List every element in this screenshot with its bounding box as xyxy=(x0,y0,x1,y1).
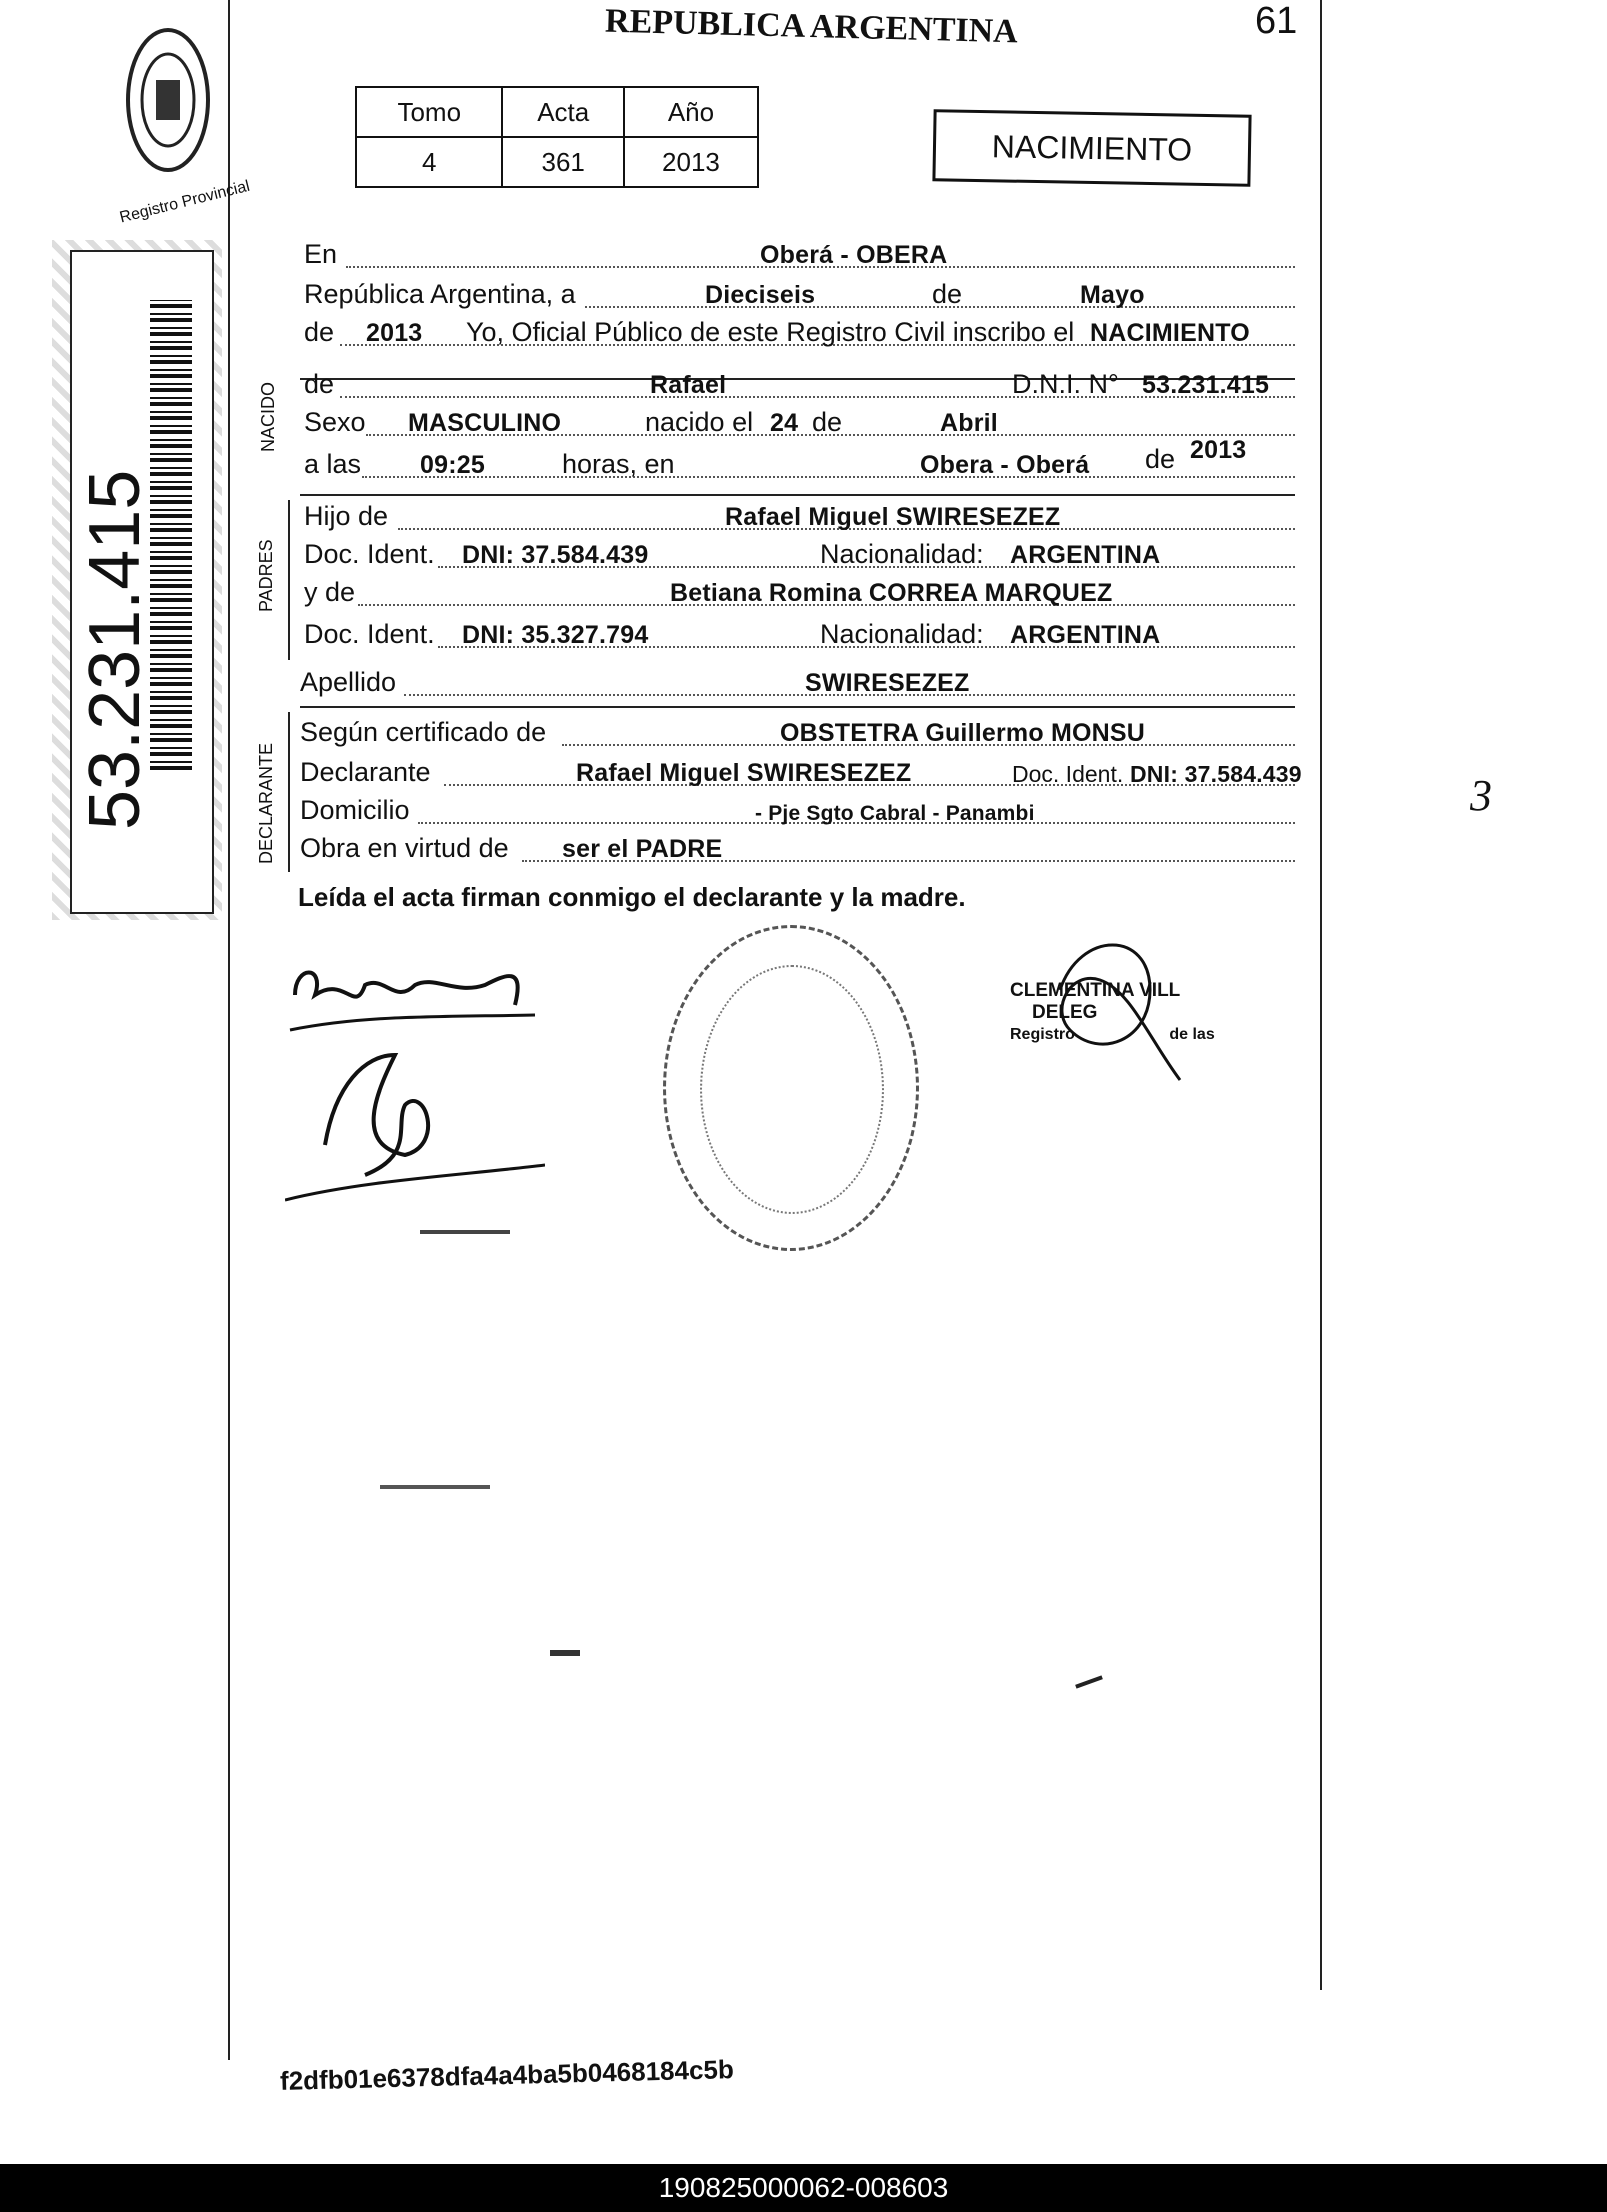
label-father-doc: Doc. Ident. xyxy=(304,539,435,569)
signature-officer xyxy=(1040,930,1190,1090)
signature-declarant xyxy=(285,955,545,1215)
value-declarant-doc: DNI: 37.584.439 xyxy=(1130,761,1302,787)
officer-stamp-line3: Registro xyxy=(1010,1026,1075,1043)
value-certificate: OBSTETRA Guillermo MONSU xyxy=(780,719,1146,747)
reference-table xyxy=(355,86,759,188)
label-declarant-doc: Doc. Ident. xyxy=(1012,761,1124,787)
label-apellido: Apellido xyxy=(300,667,397,697)
scan-speck xyxy=(420,1230,510,1234)
section-bar xyxy=(288,500,290,660)
table-cell-tomo: 4 xyxy=(356,137,502,187)
label-horas-en: horas, en xyxy=(562,449,675,479)
row-mother xyxy=(300,574,1295,610)
value-name: Rafael xyxy=(650,371,727,399)
label-hijo-de: Hijo de xyxy=(304,501,389,531)
value-month: Mayo xyxy=(1080,281,1145,309)
label-de-name: de xyxy=(304,369,335,399)
stamp-id-number: 53.231.415 xyxy=(75,469,155,830)
value-father-nat: ARGENTINA xyxy=(1010,541,1161,569)
label-en: En xyxy=(304,239,338,269)
table-header-tomo: Tomo xyxy=(356,87,502,137)
barcode xyxy=(150,300,192,770)
label-republica: República Argentina, a xyxy=(304,279,576,309)
label-domicilio: Domicilio xyxy=(300,795,410,825)
row-father xyxy=(300,498,1295,534)
row-surname xyxy=(300,664,1295,700)
section-label-parents: PADRES xyxy=(256,539,276,612)
page-number: 61 xyxy=(1255,0,1298,42)
label-sexo: Sexo xyxy=(304,407,366,437)
label-de-month: de xyxy=(932,279,963,309)
value-birth-year: 2013 xyxy=(1190,436,1247,464)
row-mother-doc xyxy=(300,616,1295,652)
value-place: Oberá - OBERA xyxy=(760,241,948,269)
value-year: 2013 xyxy=(366,319,423,347)
footer-bar xyxy=(0,2164,1607,2212)
value-time: 09:25 xyxy=(420,451,485,479)
table-header-acta: Acta xyxy=(502,87,623,137)
closing-statement: Leída el acta firman conmigo el declarante y la madre. xyxy=(298,882,966,912)
label-dni: D.N.I. N° xyxy=(1012,369,1119,399)
footer-code: 190825000062-008603 xyxy=(658,2172,949,2203)
row-certificate xyxy=(300,714,1295,750)
label-mother-doc: Doc. Ident. xyxy=(304,619,435,649)
right-margin-line xyxy=(1320,0,1322,1990)
side-note: 3 xyxy=(1470,771,1492,820)
record-type-box: NACIMIENTO xyxy=(932,109,1251,187)
label-nacido-el: nacido el xyxy=(645,407,754,437)
provincial-emblem-icon xyxy=(118,20,218,180)
officer-stamp-line2: DELEG xyxy=(1032,1002,1098,1023)
section-label-declarant: DECLARANTE xyxy=(256,742,276,864)
value-declarant: Rafael Miguel SWIRESEZEZ xyxy=(576,759,912,787)
label-a-las: a las xyxy=(304,449,362,479)
row-declarant xyxy=(300,754,1302,790)
table-header-ano: Año xyxy=(624,87,758,137)
divider xyxy=(300,494,1295,496)
row-name xyxy=(300,366,1295,402)
left-margin-line xyxy=(228,0,230,2060)
value-mother: Betiana Romina CORREA MARQUEZ xyxy=(670,579,1113,607)
row-father-doc xyxy=(300,536,1295,572)
label-mother-nat: Nacionalidad: xyxy=(820,619,984,649)
value-day: Dieciseis xyxy=(705,281,816,309)
scan-speck xyxy=(1075,1675,1103,1688)
table-cell-ano: 2013 xyxy=(624,137,758,187)
value-father: Rafael Miguel SWIRESEZEZ xyxy=(725,503,1061,531)
row-place xyxy=(300,236,1295,272)
officer-stamp-line4: de las xyxy=(1169,1026,1215,1043)
row-year xyxy=(300,314,1295,350)
label-de-year: de xyxy=(304,317,335,347)
label-de-birth-month: de xyxy=(812,407,843,437)
section-label-born: NACIDO xyxy=(258,381,278,452)
row-sex: Sexo MASCULINO nacido el 24 de Abril de 2013 xyxy=(300,404,1295,440)
official-seal-inner xyxy=(700,965,884,1214)
scan-speck xyxy=(550,1650,580,1656)
value-dni: 53.231.415 xyxy=(1142,371,1270,399)
section-bar xyxy=(288,712,290,872)
value-sex: MASCULINO xyxy=(408,409,562,437)
label-declarante: Declarante xyxy=(300,757,431,787)
value-father-doc: DNI: 37.584.439 xyxy=(462,541,649,569)
row-capacity xyxy=(300,830,1295,866)
value-act: NACIMIENTO xyxy=(1090,319,1250,347)
registry-label: Registro Provincial xyxy=(118,177,252,227)
row-date xyxy=(300,276,1295,312)
value-capacity: ser el PADRE xyxy=(562,835,723,863)
value-birth-day: 24 xyxy=(770,409,799,437)
label-obra: Obra en virtud de xyxy=(300,833,509,863)
scan-speck xyxy=(380,1485,490,1489)
value-birth-place: Obera - Oberá xyxy=(920,451,1090,479)
table-cell-acta: 361 xyxy=(502,137,623,187)
country-title: REPUBLICA ARGENTINA xyxy=(604,2,1019,51)
label-y-de: y de xyxy=(304,577,356,607)
value-mother-doc: DNI: 35.327.794 xyxy=(462,621,649,649)
label-segun: Según certificado de xyxy=(300,717,547,747)
label-father-nat: Nacionalidad: xyxy=(820,539,984,569)
value-surname: SWIRESEZEZ xyxy=(805,669,970,697)
row-address xyxy=(300,792,1295,828)
row-time xyxy=(300,446,1295,482)
label-registro-text: Yo, Oficial Público de este Registro Civil inscribo el xyxy=(466,317,1075,347)
value-mother-nat: ARGENTINA xyxy=(1010,621,1161,649)
divider xyxy=(300,706,1295,708)
value-birth-month: Abril xyxy=(940,409,998,437)
document-hash: f2dfb01e6378dfa4a4ba5b0468184c5b xyxy=(279,2054,735,2096)
officer-stamp-line1: CLEMENTINA VILL xyxy=(1010,980,1181,1001)
value-address: - Pje Sgto Cabral - Panambi xyxy=(755,802,1035,825)
